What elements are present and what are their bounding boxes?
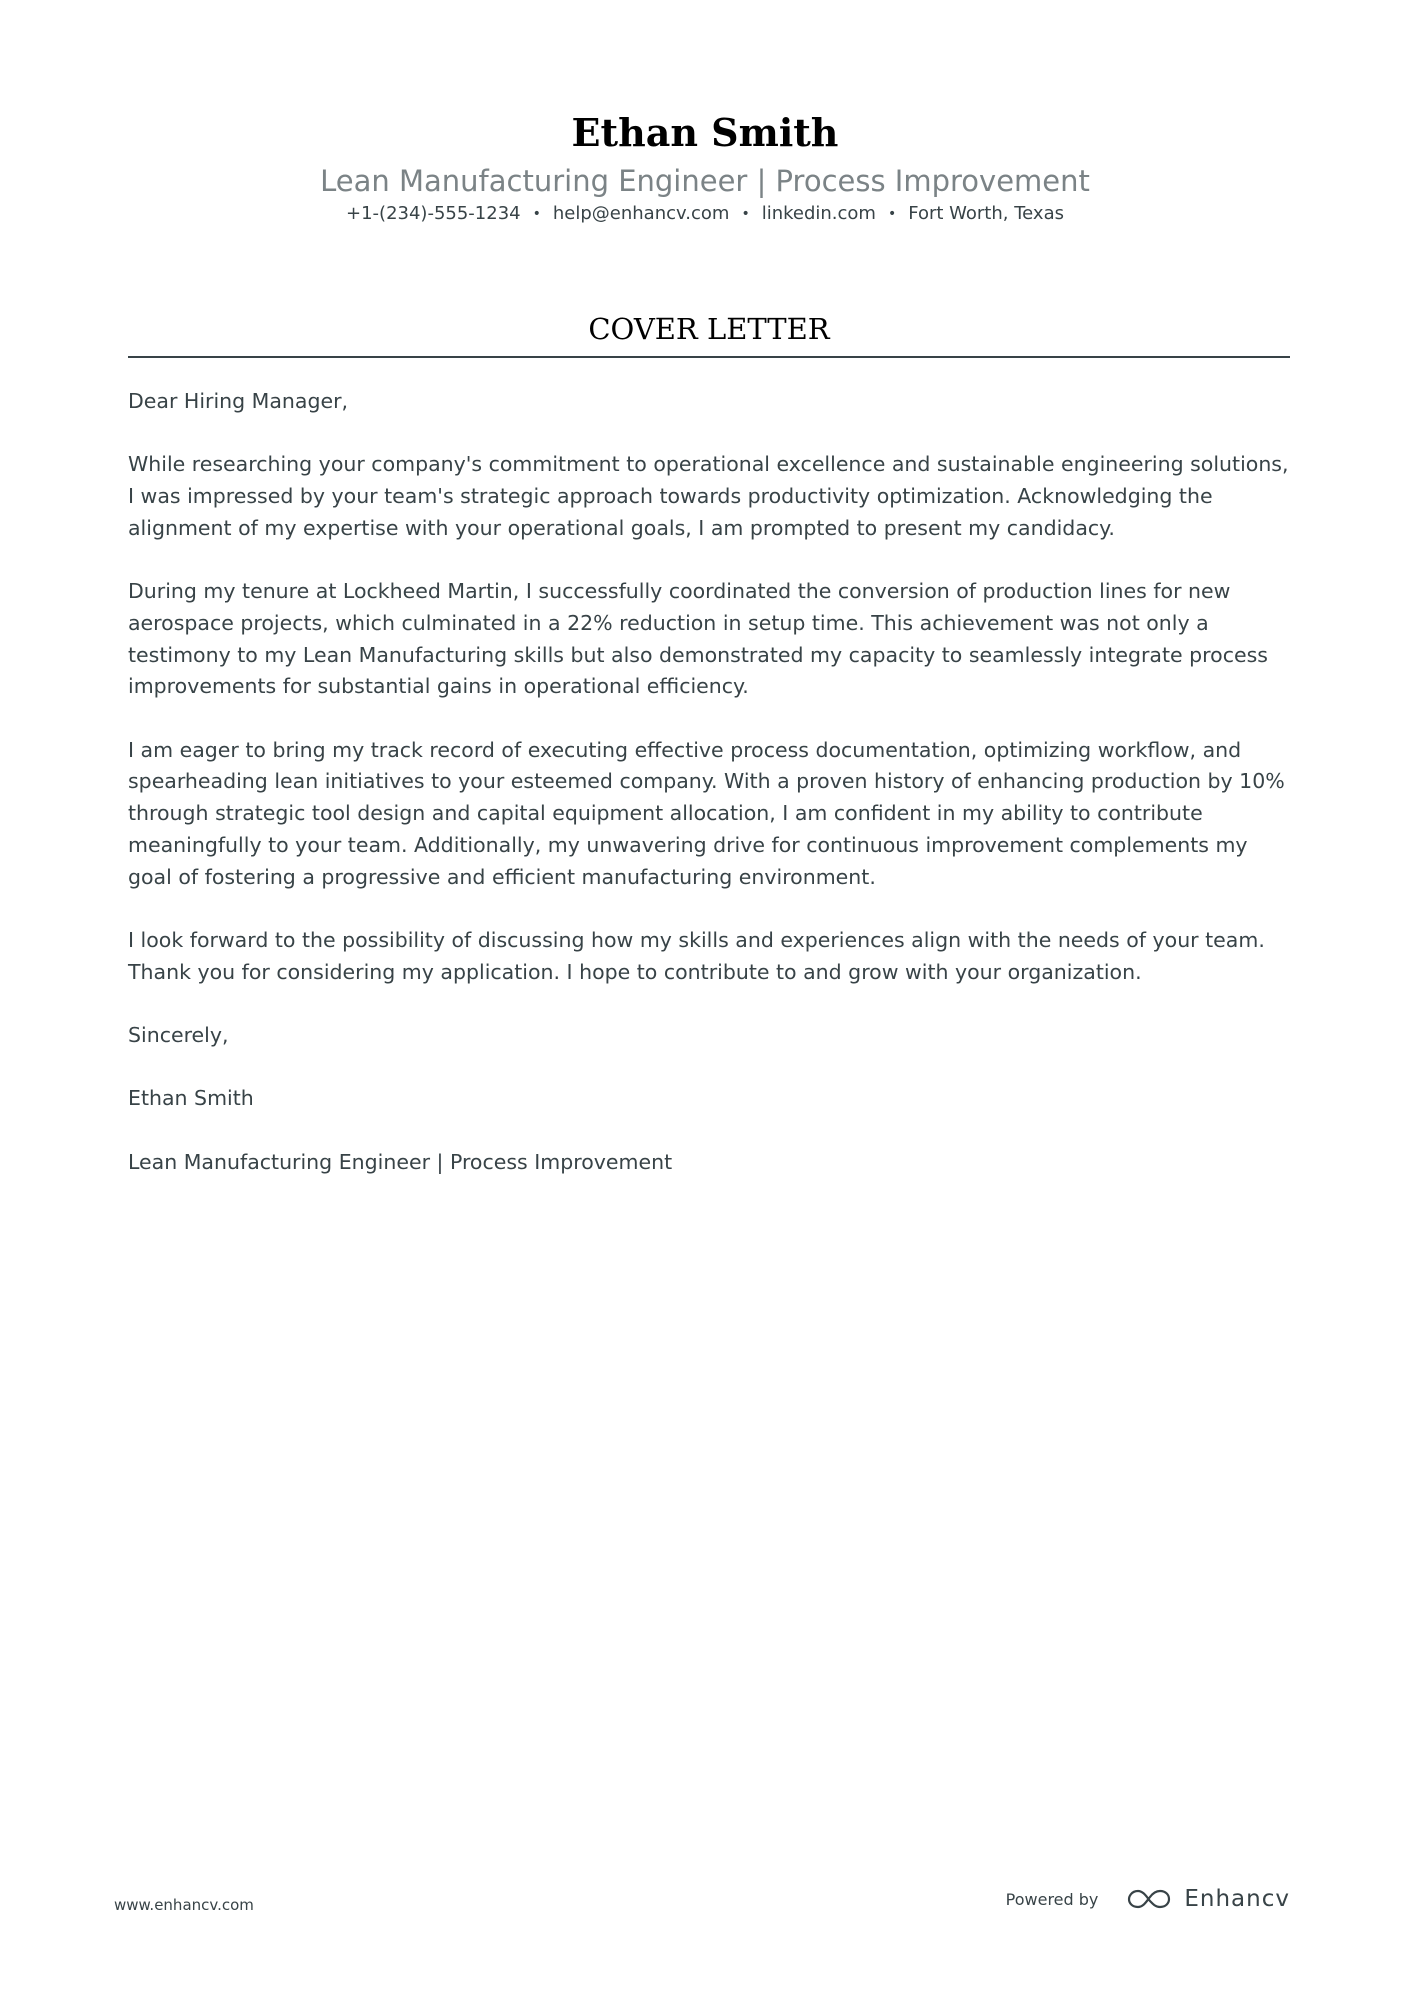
letter-paragraph-2: During my tenure at Lockheed Martin, I successfully coordinated the conversion of production lines for new aerospace projects, which culminated in a 22% reduction in setup time. This achievement was not only a testimony to my Lean Manufacturing skills but also demonstrated my capacity to seamlessly integrate process improvements for substantial gains in operational efficiency. (128, 579, 1268, 699)
separator-dot: • (741, 206, 750, 222)
contact-phone[interactable]: +1-(234)-555-1234 (346, 203, 521, 224)
signature-name: Ethan Smith (128, 1086, 254, 1111)
letter-closing: Sincerely, (128, 1022, 229, 1047)
separator-dot: • (887, 206, 897, 222)
candidate-name: Ethan Smith (571, 110, 839, 155)
letter-greeting: Dear Hiring Manager, (128, 389, 349, 413)
letter-paragraph-3: I am eager to bring my track record of executing effective process documentation, optimizing workflow, and spearheading lean initiatives to your esteemed company. With a proven history of enhancing production by 10% through strategic tool design and capital equipment allocation, I am confident in my ability to contribute meaningfully to your team. Additionally, my unwavering drive for continuous improvement complements my goal of fostering a progressive and efficient manufacturing environment. (128, 737, 1285, 889)
footer-branding[interactable] (1006, 1886, 1290, 1912)
enhancv-logo-icon (1126, 1887, 1172, 1911)
contact-location: Fort Worth, Texas (908, 203, 1064, 224)
letter-body (128, 386, 1296, 1210)
section-title: COVER LETTER (588, 312, 830, 346)
brand-name: Enhancv (1184, 1886, 1290, 1912)
signature-title: Lean Manufacturing Engineer | Process Improvement (128, 1149, 673, 1174)
contact-line (0, 202, 1410, 226)
letter-paragraph-1: While researching your company's commitment to operational excellence and sustainable engineering solutions, I was impressed by your team's strategic approach towards productivity optimization. Acknowledging the alignment of my expertise with your operational goals, I am prompted to present my candidacy. (128, 452, 1289, 540)
contact-linkedin[interactable]: linkedin.com (761, 203, 876, 224)
footer-website[interactable]: www.enhancv.com (114, 1896, 254, 1914)
section-divider (128, 356, 1290, 358)
candidate-title: Lean Manufacturing Engineer | Process Improvement (320, 164, 1090, 198)
powered-by-label: Powered by (1005, 1889, 1099, 1909)
resume-header (0, 110, 1410, 226)
contact-email[interactable]: help@enhancv.com (552, 203, 730, 224)
letter-paragraph-4: I look forward to the possibility of discussing how my skills and experiences align with the needs of your team. Thank you for considering my application. I hope to contribute to and grow with your organization. (128, 927, 1265, 984)
separator-dot: • (532, 206, 541, 222)
